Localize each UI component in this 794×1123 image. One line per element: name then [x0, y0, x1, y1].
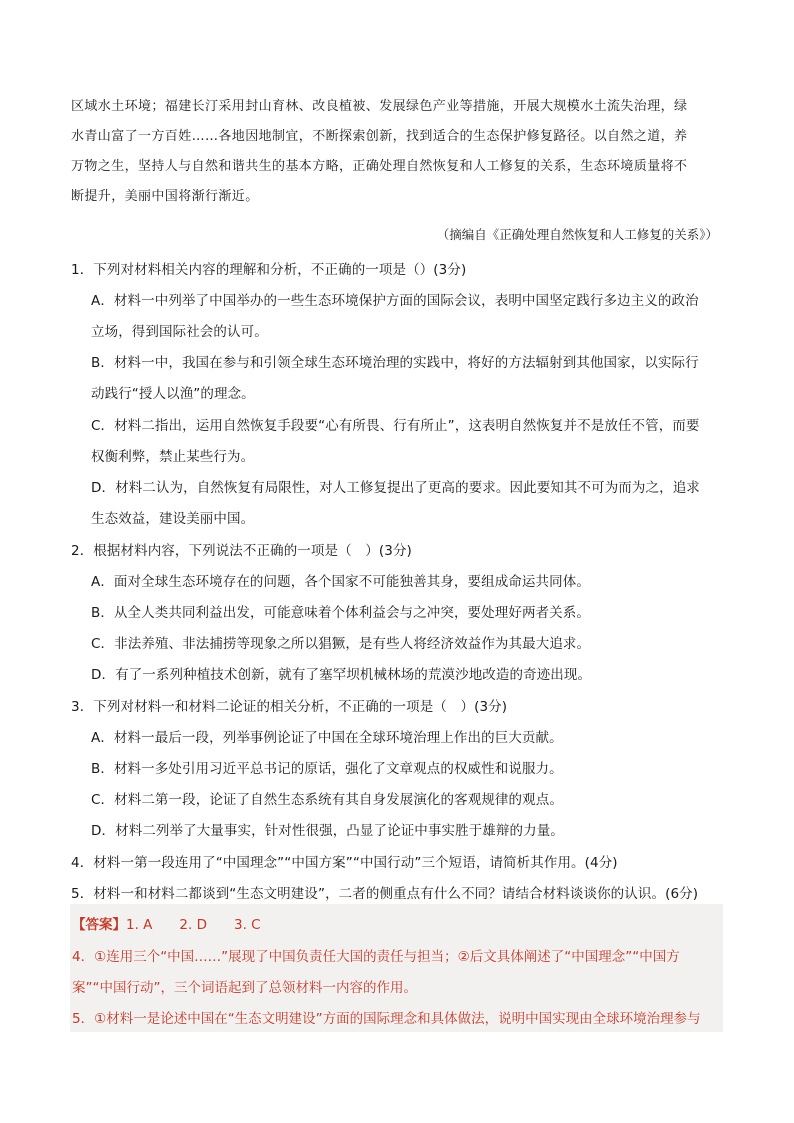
q1-option-b: B．材料一中，我国在参与和引领全球生态环境治理的实践中，将好的方法辐射到其他国家，以实际行 — [91, 355, 699, 371]
answer-choices: 1. A 2. D 3. C — [126, 917, 261, 933]
source-citation: （摘编自《正确处理自然恢复和人工修复的关系》） — [436, 227, 718, 242]
q1-option-a: A．材料一中列举了中国举办的一些生态环境保护方面的国际会议，表明中国坚定践行多边主义的政治 — [91, 293, 699, 309]
q1-option-c: C．材料二指出，运用自然恢复手段要“心有所畏、行有所止”，这表明自然恢复并不是放任不管，而要 — [91, 418, 700, 434]
q3-option-a: A．材料一最后一段，列举事例论证了中国在全球环境治理上作出的巨大贡献。 — [91, 730, 563, 746]
question-3-stem: 3．下列对材料一和材料二论证的相关分析，不正确的一项是（ ）(3分) — [71, 699, 508, 715]
q1-option-a-cont: 立场，得到国际社会的认可。 — [91, 324, 268, 340]
q3-option-b: B．材料一多处引用习近平总书记的原话，强化了文章观点的权威性和说服力。 — [91, 761, 563, 777]
answer-4-line1: 4．①连用三个“中国……”展现了中国负责任大国的责任与担当；②后文具体阐述了“中国理念”“中国方 — [72, 949, 680, 965]
q1-option-d: D．材料二认为，自然恢复有局限性，对人工修复提出了更高的要求。因此要知其不可为而为之，追求 — [91, 480, 700, 496]
question-5: 5．材料一和材料二都谈到“生态文明建设”，二者的侧重点有什么不同？请结合材料谈谈你的认识。(6分) — [71, 886, 699, 902]
question-2-stem: 2．根据材料内容，下列说法不正确的一项是（ ）(3分) — [71, 543, 412, 559]
question-1-stem: 1．下列对材料相关内容的理解和分析，不正确的一项是（）(3分) — [71, 262, 467, 278]
q3-option-d: D．材料二列举了大量事实，针对性很强，凸显了论证中事实胜于雄辩的力量。 — [91, 823, 564, 839]
passage-line: 水青山富了一方百姓……各地因地制宜，不断探索创新，找到适合的生态保护修复路径。以自然之道，养 — [71, 129, 688, 144]
q1-option-c-cont: 权衡利弊，禁止某些行为。 — [91, 449, 255, 465]
answer-tag: 【答案】 — [72, 917, 126, 933]
answer-5-line1: 5．①材料一是论述中国在“生态文明建设”方面的国际理念和具体做法，说明中国实现由全球环境治理参与 — [72, 1011, 701, 1027]
answer-4-line2: 案”“中国行动”，三个词语起到了总领材料一内容的作用。 — [72, 980, 417, 996]
question-4: 4．材料一第一段连用了“中国理念”“中国方案”“中国行动”三个短语，请简析其作用。(4分) — [71, 855, 618, 871]
q2-option-d: D．有了一系列种植技术创新，就有了塞罕坝机械林场的荒漠沙地改造的奇迹出现。 — [91, 667, 592, 683]
q3-option-c: C．材料二第一段，论证了自然生态系统有其自身发展演化的客观规律的观点。 — [91, 792, 563, 808]
passage-paragraph — [71, 92, 722, 212]
q2-option-c: C．非法养殖、非法捕捞等现象之所以猖獗，是有些人将经济效益作为其最大追求。 — [91, 636, 591, 652]
q1-option-d-cont: 生态效益，建设美丽中国。 — [91, 511, 255, 527]
q2-option-a: A．面对全球生态环境存在的问题，各个国家不可能独善其身，要组成命运共同体。 — [91, 574, 590, 590]
answer-choices-row — [72, 913, 261, 933]
passage-line: 万物之生，坚持人与自然和谐共生的基本方略，正确处理自然恢复和人工修复的关系，生态环境质量将不 — [71, 159, 688, 174]
q1-option-b-cont: 动践行“授人以渔”的理念。 — [91, 386, 255, 402]
q2-option-b: B．从全人类共同利益出发，可能意味着个体利益会与之冲突，要处理好两者关系。 — [91, 605, 590, 621]
passage-line: 区域水土环境；福建长汀采用封山育林、改良植被、发展绿色产业等措施，开展大规模水土流失治理，绿 — [71, 99, 688, 114]
passage-line: 断提升，美丽中国将渐行渐近。 — [71, 189, 259, 204]
